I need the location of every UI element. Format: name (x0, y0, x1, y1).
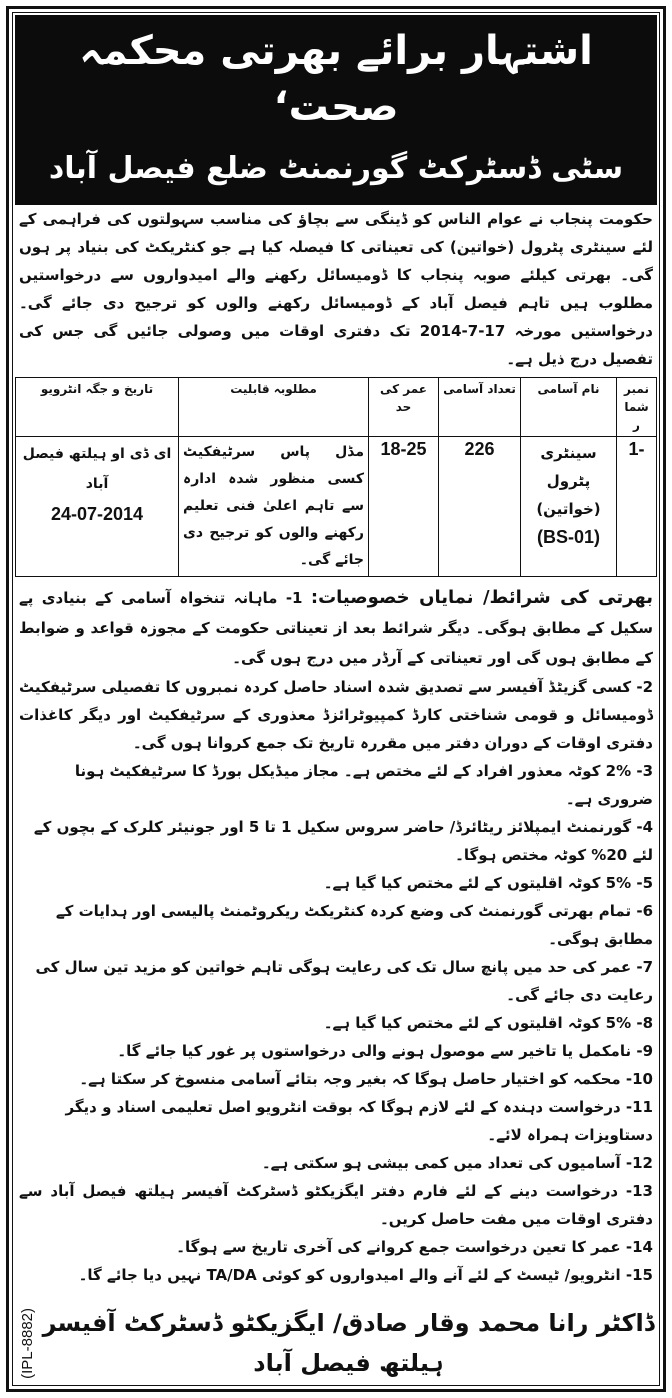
signature: ڈاکٹر رانا محمد وقار صادق/ ایگزیکٹو ڈسٹرکٹ آفیسر ہیلتھ فیصل آباد (42, 1309, 655, 1377)
intro-paragraph (15, 205, 657, 373)
post-name: سینٹری پٹرول (540, 444, 597, 490)
ipl-code: (IPL-8882) (19, 1307, 36, 1379)
col-interview: تاریخ و جگہ انٹرویو (16, 378, 179, 437)
condition-line: 15- انٹرویو/ ٹیسٹ کے لئے آنے والے امیدواروں کو کوئی TA/DA نہیں دیا جائے گا۔ (78, 1266, 653, 1284)
ad-inner-border (12, 12, 660, 1386)
col-serial: نمبر شمار (617, 378, 657, 437)
table-header-row (16, 378, 657, 437)
col-age: عمر کی حد (369, 378, 439, 437)
post-sub: (خواتین) (536, 500, 601, 518)
interview-date: 24-07-2014 (50, 504, 144, 524)
conditions-heading-line (15, 583, 657, 673)
table-row (16, 437, 657, 577)
cell-interview (16, 437, 179, 577)
condition-line: 6- تمام بھرتی گورنمنٹ کی وضع کردہ کنٹریکٹ ریکروٹمنٹ پالیسی اور ہدایات کے مطابق ہوگی۔ (55, 902, 653, 948)
condition-line: معذوری کے سرٹیفکیٹ اور دیگر کاغذات دفتری اوقات کے دوران دفتر میں مقررہ تاریخ تک جمع کروانا ہوں گی۔ (19, 706, 653, 752)
condition-line: 3- 2% کوٹہ معذور افراد کے لئے مختص ہے۔ مجاز میڈیکل بورڈ کا سرٹیفکیٹ ہونا ضروری ہے۔ (74, 762, 653, 808)
cell-post-name (521, 437, 617, 577)
condition-line: 4- گورنمنٹ ایمپلائز ریٹائرڈ/ حاضر سروس سکیل 1 تا 5 اور جونیئر کلرک کے بچوں کے لئے 20% کوٹہ مختص ہوگا۔ (33, 818, 653, 864)
condition-line: 8- 5% کوٹہ اقلیتوں کے لئے مختص کیا گیا ہے۔ (323, 1014, 653, 1032)
intro-line: سے درخواستیں مطلوب ہیں تاہم فیصل آباد کے ڈومیسائل رکھنے والوں کو ترجیح دی جائے گی۔ درخواستیں مورخہ (19, 266, 653, 340)
cell-qualification: مڈل پاس سرٹیفکیٹ کسی منظور شدہ ادارہ سے تاہم اعلیٰ فنی تعلیم رکھنے والوں کو ترجیح دی جائے گی۔ (179, 437, 369, 577)
ad-border (6, 6, 666, 1392)
condition-line: 7- عمر کی حد میں پانچ سال تک کی رعایت ہوگی تاہم خواتین کو مزید تین سال کی رعایت دی جائے گی۔ (35, 958, 653, 1004)
condition-1: 1- ماہانہ تنخواہ آسامی کے بنیادی پے سکیل کے مطابق (19, 589, 653, 637)
conditions-heading: بھرتی کی شرائط/ نمایاں خصوصیات: (310, 587, 653, 608)
condition-line: 13- درخواست دینے کے لئے فارم دفتر ایگزیکٹو ڈسٹرکٹ آفیسر ہیلتھ فیصل آباد سے دفتری اوقات میں مفت (19, 1182, 653, 1228)
intro-line: حکومت پنجاب نے عوام الناس کو ڈینگی سے بچاؤ کی مناسب سہولتوں کی فراہمی کے لئے سینٹری پٹرول (خواتین) کی (19, 210, 654, 256)
condition-line: 2- کسی گزیٹڈ آفیسر سے تصدیق شدہ اسناد حاصل کردہ نمبروں کا تفصیلی سرٹیفکیٹ ڈومیسائل و قومی شناختی کارڈ کمپیوٹرائزڈ (19, 678, 653, 724)
header-banner (15, 15, 657, 205)
post-scale: (BS-01) (536, 527, 600, 547)
condition-13 (15, 1177, 657, 1233)
interview-place: ای ڈی او ہیلتھ فیصل آباد (22, 446, 172, 492)
intro-line: 17-7-2014 تک دفتری اوقات میں وصولی جائیں گی جس کی تفصیل درج ذیل ہے۔ (19, 322, 653, 368)
condition-line: 12- آسامیوں کی تعداد میں کمی بیشی ہو سکتی ہے۔ (261, 1154, 653, 1172)
intro-line: تعیناتی کا فیصلہ کیا ہے جو کنٹریکٹ کی بنیاد پر ہوں گی۔ بھرتی کیلئے صوبہ پنجاب کا ڈومیسائل رکھنے والے امیدواروں (19, 238, 653, 284)
col-qualification: مطلوبہ قابلیت (179, 378, 369, 437)
condition-line: 5- 5% کوٹہ اقلیتوں کے لئے مختص کیا گیا ہے۔ (323, 874, 653, 892)
posts-table (15, 377, 657, 577)
condition-2 (15, 673, 657, 757)
col-post-name: نام آسامی (521, 378, 617, 437)
condition-line: ہوگی۔ دیگر شرائط بعد از تعیناتی حکومت کے مجوزہ قواعد و ضوابط کے مطابق ہوں گی اور تعیناتی کے آرڈر میں درج ہوں گی۔ (19, 619, 653, 667)
condition-line: 9- نامکمل یا تاخیر سے موصول ہونے والی درخواستوں پر غور کیا جائے گا۔ (117, 1042, 653, 1060)
cell-age: 18-25 (369, 437, 439, 577)
ad-title: اشتہار برائے بھرتی محکمہ صحت‘ (79, 28, 593, 130)
ad-subtitle: سٹی ڈسٹرکٹ گورنمنٹ ضلع فیصل آباد (48, 151, 624, 186)
cell-count: 226 (439, 437, 521, 577)
condition-line: 10- محکمہ کو اختیار حاصل ہوگا کہ بغیر وجہ بتائے آسامی منسوخ کر سکتا ہے۔ (79, 1070, 653, 1088)
cell-serial: 1- (617, 437, 657, 577)
footer (15, 1303, 657, 1383)
condition-line: 14- عمر کا تعین درخواست جمع کروانے کی آخری تاریخ سے ہوگا۔ (176, 1238, 653, 1256)
col-count: تعداد آسامی (439, 378, 521, 437)
condition-line: 11- درخواست دہندہ کے لئے لازم ہوگا کہ بوقت انٹرویو اصل تعلیمی اسناد و دیگر دستاویزات ہمراہ لائے۔ (65, 1098, 653, 1144)
condition-line: حاصل کریں۔ (379, 1210, 476, 1228)
